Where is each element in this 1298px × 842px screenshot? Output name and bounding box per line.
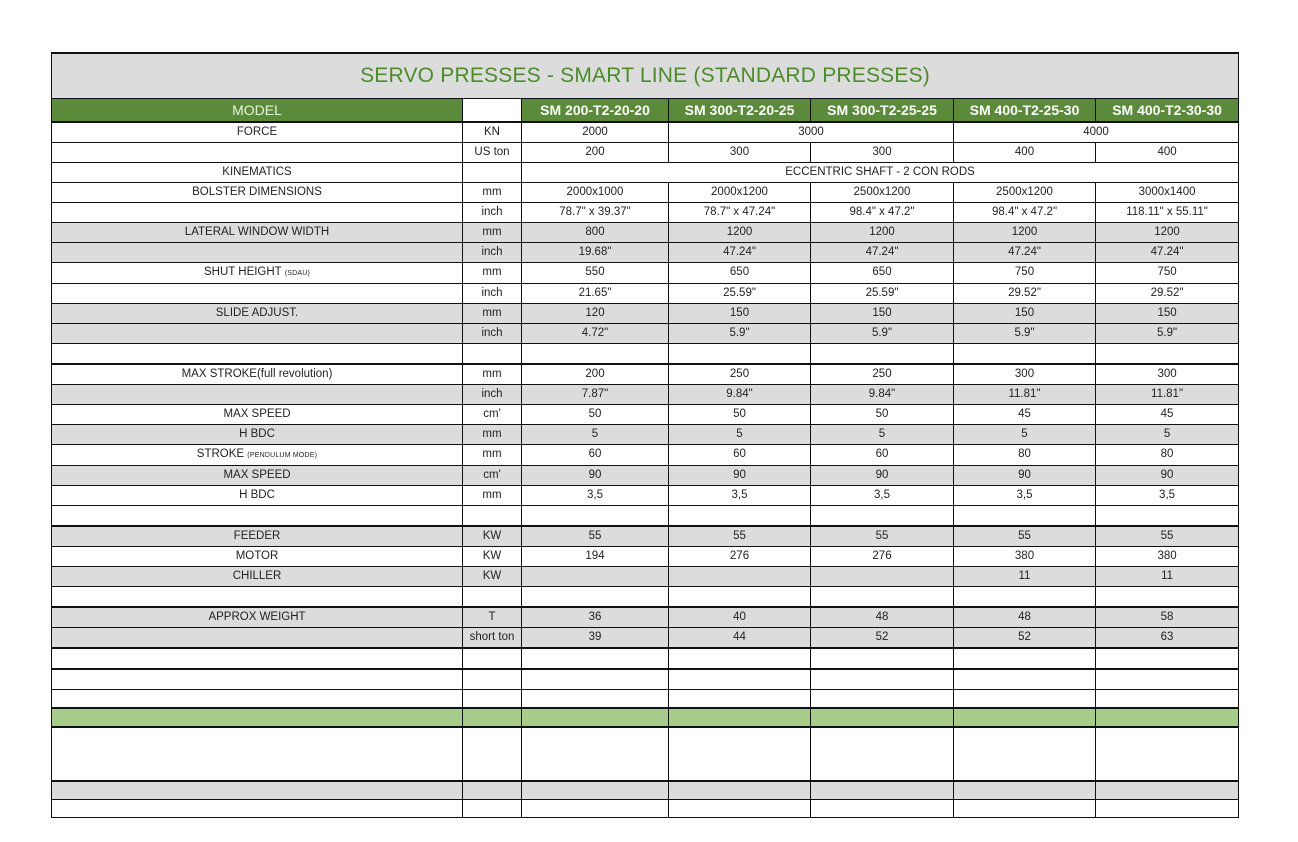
empty-cell [669,781,811,800]
spacer-row [52,344,1239,365]
cell: 5 [522,425,669,445]
row-label [52,385,463,405]
empty-cell [811,727,954,781]
cell: 1200 [669,223,811,243]
empty-cell [811,690,954,709]
row-unit: T [463,607,522,628]
row-label: CHILLER [52,567,463,587]
cell: 11.81" [954,385,1096,405]
row-unit: inch [463,203,522,223]
cell: 3,5 [1096,486,1239,506]
empty-cell [463,344,522,365]
empty-cell [463,506,522,527]
cell: 3,5 [811,486,954,506]
row-unit: short ton [463,628,522,649]
empty-cell [669,727,811,781]
model-4: SM 400-T2-25-30 [954,99,1096,123]
row-max-speed-1 [52,405,1239,425]
cell: 55 [811,526,954,547]
row-unit: KN [463,122,522,143]
cell: 5.9" [669,324,811,344]
empty-cell [1096,506,1239,527]
cell: 2000 [522,122,669,143]
cell: 3000x1400 [1096,183,1239,203]
cell: 5 [954,425,1096,445]
cell: 47.24" [811,243,954,263]
cell: 380 [1096,547,1239,567]
cell: 55 [954,526,1096,547]
row-unit: inch [463,385,522,405]
row-unit: mm [463,263,522,284]
cell: 4.72" [522,324,669,344]
empty-cell [522,708,669,727]
cell: 63 [1096,628,1239,649]
empty-cell [669,648,811,669]
cell: 11 [1096,567,1239,587]
spacer-row [52,506,1239,527]
empty-cell [522,669,669,690]
row-unit: inch [463,324,522,344]
cell: 55 [1096,526,1239,547]
row-max-speed-2 [52,466,1239,486]
cell: 120 [522,304,669,324]
row-lateral-inch [52,243,1239,263]
row-weight-shortton [52,628,1239,649]
cell: 11 [954,567,1096,587]
row-force-kn [52,122,1239,143]
row-label: LATERAL WINDOW WIDTH [52,223,463,243]
cell: 5.9" [1096,324,1239,344]
cell: 200 [522,364,669,385]
row-label: BOLSTER DIMENSIONS [52,183,463,203]
row-label [52,203,463,223]
empty-cell [954,708,1096,727]
row-bolster-mm [52,183,1239,203]
cell: 80 [954,445,1096,466]
row-slide-inch [52,324,1239,344]
empty-cell [1096,344,1239,365]
empty-cell [954,506,1096,527]
cell: 39 [522,628,669,649]
empty-cell [669,708,811,727]
cell: 3,5 [522,486,669,506]
cell: 48 [954,607,1096,628]
spacer-row [52,587,1239,608]
model-5: SM 400-T2-30-30 [1096,99,1239,123]
row-force-uston [52,143,1239,163]
cell: 50 [669,405,811,425]
row-unit: inch [463,284,522,304]
empty-cell [522,648,669,669]
row-shut-inch [52,284,1239,304]
empty-cell [669,690,811,709]
cell [811,567,954,587]
cell: 60 [669,445,811,466]
row-kinematics [52,163,1239,183]
empty-cell [669,506,811,527]
empty-cell [463,669,522,690]
empty-cell [811,344,954,365]
empty-cell [954,781,1096,800]
empty-cell [463,648,522,669]
cell: 300 [954,364,1096,385]
cell: 3,5 [954,486,1096,506]
cell: 380 [954,547,1096,567]
cell: 5 [669,425,811,445]
row-hbdc-2 [52,486,1239,506]
cell: 48 [811,607,954,628]
cell: 1200 [1096,223,1239,243]
cell: 50 [522,405,669,425]
empty-cell [522,344,669,365]
row-unit: cm' [463,405,522,425]
cell: 55 [669,526,811,547]
cell: 78.7" x 39.37" [522,203,669,223]
cell: 60 [811,445,954,466]
cell: 550 [522,263,669,284]
empty-cell [954,344,1096,365]
empty-cell [954,800,1096,818]
row-hbdc-1 [52,425,1239,445]
spacer-row [52,648,1239,669]
empty-cell [522,800,669,818]
cell: 2500x1200 [811,183,954,203]
row-shut-mm [52,263,1239,284]
row-label: KINEMATICS [52,163,463,183]
empty-cell [1096,587,1239,608]
row-label: H BDC [52,486,463,506]
row-stroke-pendulum [52,445,1239,466]
cell: 47.24" [954,243,1096,263]
empty-cell [1096,727,1239,781]
cell: 3,5 [669,486,811,506]
cell: 44 [669,628,811,649]
empty-cell [463,727,522,781]
servo-press-spec-table [51,52,1239,818]
label-small: (PENDULUM MODE) [247,452,318,459]
row-label: SLIDE ADJUST. [52,304,463,324]
empty-cell [522,587,669,608]
model-header-row [52,99,1239,123]
row-label: MAX SPEED [52,405,463,425]
cell: 9.84" [669,385,811,405]
row-slide-mm [52,304,1239,324]
empty-cell [463,587,522,608]
row-label [52,628,463,649]
cell: 45 [1096,405,1239,425]
model-unit-cell [463,99,522,123]
cell: 400 [1096,143,1239,163]
cell: 90 [1096,466,1239,486]
row-unit: inch [463,243,522,263]
cell: 21.65" [522,284,669,304]
empty-cell [522,727,669,781]
empty-cell [52,800,463,818]
cell: 78.7" x 47.24" [669,203,811,223]
cell: 52 [954,628,1096,649]
cell: 250 [811,364,954,385]
cell: 60 [522,445,669,466]
cell: 90 [522,466,669,486]
label-main: STROKE [196,448,245,460]
label-small: (SDAU) [284,270,311,277]
row-unit: mm [463,183,522,203]
cell: 150 [1096,304,1239,324]
row-lateral-mm [52,223,1239,243]
cell: 5 [811,425,954,445]
cell: 2000x1200 [669,183,811,203]
empty-cell [811,800,954,818]
cell: 400 [954,143,1096,163]
row-unit: KW [463,547,522,567]
cell: 29.52" [954,284,1096,304]
empty-cell [52,344,463,365]
row-feeder [52,526,1239,547]
empty-cell [52,708,463,727]
cell: 36 [522,607,669,628]
cell: 250 [669,364,811,385]
cell [522,567,669,587]
cell: 150 [811,304,954,324]
row-weight-t [52,607,1239,628]
row-label [52,243,463,263]
model-2: SM 300-T2-20-25 [669,99,811,123]
empty-cell [811,669,954,690]
row-label: MAX STROKE(full revolution) [52,364,463,385]
row-label [52,263,463,284]
row-label: FORCE [52,122,463,143]
empty-cell [954,727,1096,781]
cell: 58 [1096,607,1239,628]
cell: ECCENTRIC SHAFT - 2 CON RODS [522,163,1239,183]
empty-cell [669,587,811,608]
empty-cell [669,800,811,818]
empty-cell [954,669,1096,690]
row-label [52,445,463,466]
cell: 90 [954,466,1096,486]
tall-empty-row [52,727,1239,781]
row-stroke-mm [52,364,1239,385]
cell: 90 [811,466,954,486]
cell: 2000x1000 [522,183,669,203]
row-unit: mm [463,364,522,385]
empty-cell [52,669,463,690]
row-label: MOTOR [52,547,463,567]
cell: 150 [954,304,1096,324]
empty-cell [811,648,954,669]
cell: 1200 [954,223,1096,243]
cell: 5 [1096,425,1239,445]
cell: 1200 [811,223,954,243]
cell: 47.24" [669,243,811,263]
row-unit: cm' [463,466,522,486]
cell: 300 [811,143,954,163]
row-unit: US ton [463,143,522,163]
empty-cell [954,587,1096,608]
row-unit [463,163,522,183]
cell: 4000 [954,122,1239,143]
sheet-title: SERVO PRESSES - SMART LINE (STANDARD PRESSES) [52,53,1239,99]
cell: 118.11" x 55.11" [1096,203,1239,223]
empty-cell [463,781,522,800]
cell: 47.24" [1096,243,1239,263]
empty-cell [954,648,1096,669]
cell: 19.68" [522,243,669,263]
label-main: SHUT HEIGHT [203,266,282,278]
cell: 300 [669,143,811,163]
spacer-row [52,781,1239,800]
row-label [52,143,463,163]
row-unit: mm [463,486,522,506]
row-unit: mm [463,425,522,445]
model-label: MODEL [52,99,463,123]
empty-cell [463,708,522,727]
cell: 90 [669,466,811,486]
empty-cell [522,690,669,709]
empty-cell [811,587,954,608]
spacer-row [52,800,1239,818]
cell: 650 [811,263,954,284]
row-label: H BDC [52,425,463,445]
cell: 276 [669,547,811,567]
empty-cell [463,800,522,818]
model-3: SM 300-T2-25-25 [811,99,954,123]
cell: 5.9" [954,324,1096,344]
empty-cell [1096,800,1239,818]
cell: 52 [811,628,954,649]
row-label: APPROX WEIGHT [52,607,463,628]
row-unit: KW [463,526,522,547]
empty-cell [954,690,1096,709]
cell: 300 [1096,364,1239,385]
row-bolster-inch [52,203,1239,223]
empty-cell [669,344,811,365]
cell: 25.59" [811,284,954,304]
cell: 800 [522,223,669,243]
row-label [52,324,463,344]
cell: 11.81" [1096,385,1239,405]
empty-cell [1096,781,1239,800]
title-row [52,53,1239,99]
empty-cell [463,690,522,709]
empty-cell [52,648,463,669]
spacer-row [52,690,1239,709]
cell: 40 [669,607,811,628]
row-label: FEEDER [52,526,463,547]
empty-cell [52,727,463,781]
row-motor [52,547,1239,567]
row-unit: mm [463,304,522,324]
cell: 7.87" [522,385,669,405]
row-unit: KW [463,567,522,587]
empty-cell [52,506,463,527]
cell: 80 [1096,445,1239,466]
cell: 200 [522,143,669,163]
empty-cell [1096,669,1239,690]
row-chiller [52,567,1239,587]
cell: 25.59" [669,284,811,304]
empty-cell [522,506,669,527]
cell [669,567,811,587]
empty-cell [669,669,811,690]
row-stroke-inch [52,385,1239,405]
empty-cell [811,781,954,800]
empty-cell [52,781,463,800]
empty-cell [1096,690,1239,709]
model-1: SM 200-T2-20-20 [522,99,669,123]
cell: 650 [669,263,811,284]
row-label [52,284,463,304]
cell: 3000 [669,122,954,143]
cell: 98.4" x 47.2" [811,203,954,223]
cell: 50 [811,405,954,425]
row-unit: mm [463,223,522,243]
cell: 98.4" x 47.2" [954,203,1096,223]
row-label: MAX SPEED [52,466,463,486]
empty-cell [811,708,954,727]
green-band-row [52,708,1239,727]
spacer-row [52,669,1239,690]
row-unit: mm [463,445,522,466]
cell: 750 [1096,263,1239,284]
empty-cell [811,506,954,527]
empty-cell [522,781,669,800]
cell: 55 [522,526,669,547]
cell: 2500x1200 [954,183,1096,203]
cell: 29.52" [1096,284,1239,304]
empty-cell [1096,648,1239,669]
empty-cell [52,587,463,608]
cell: 5.9" [811,324,954,344]
cell: 750 [954,263,1096,284]
empty-cell [52,690,463,709]
cell: 276 [811,547,954,567]
cell: 45 [954,405,1096,425]
cell: 194 [522,547,669,567]
cell: 150 [669,304,811,324]
cell: 9.84" [811,385,954,405]
empty-cell [1096,708,1239,727]
